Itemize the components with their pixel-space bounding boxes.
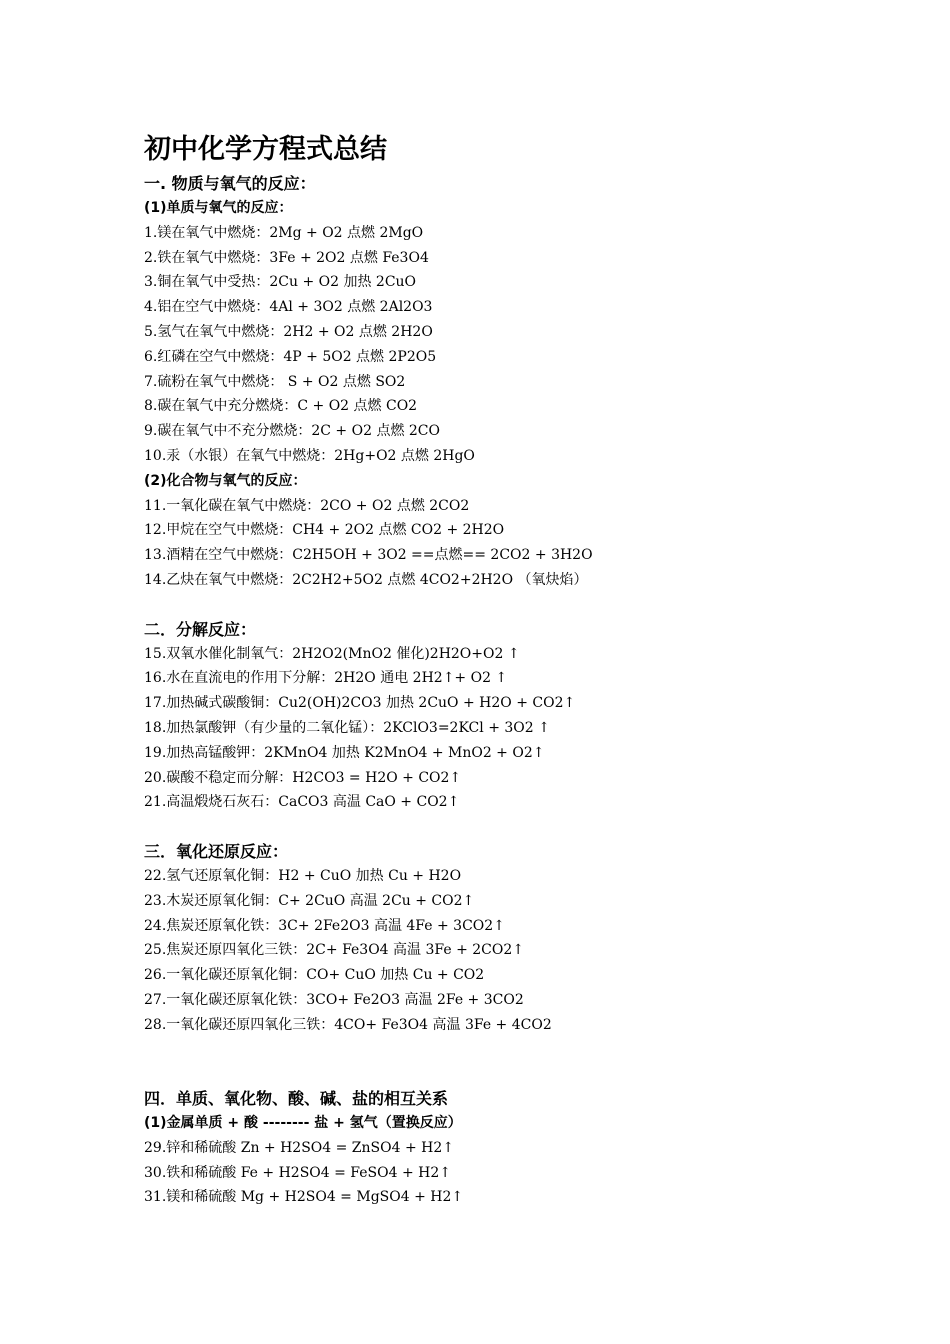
equation-line: 27.一氧化碳还原氧化铁：3CO+ Fe2O3 高温 2Fe + 3CO2 bbox=[144, 991, 524, 1008]
equation-line: 1.镁在氧气中燃烧：2Mg + O2 点燃 2MgO bbox=[144, 224, 424, 241]
spacer bbox=[144, 593, 904, 618]
equation-line: 31.镁和稀硫酸 Mg + H2SO4 = MgSO4 + H2↑ bbox=[144, 1189, 464, 1206]
equation-line: 17.加热碱式碳酸铜：Cu2(OH)2CO3 加热 2CuO + H2O + CO2↑ bbox=[144, 695, 576, 712]
equation-line: 10.汞（水银）在氧气中燃烧：2Hg+O2 点燃 2HgO bbox=[144, 447, 475, 464]
equation-line: 5.氢气在氧气中燃烧：2H2 + O2 点燃 2H2O bbox=[144, 323, 433, 340]
equation-line: 6.红磷在空气中燃烧：4P + 5O2 点燃 2P2O5 bbox=[144, 348, 437, 365]
equation-line: 29.锌和稀硫酸 Zn + H2SO4 = ZnSO4 + H2↑ bbox=[144, 1139, 455, 1156]
subsection-heading: (1)金属单质 + 酸 -------- 盐 + 氢气（置换反应） bbox=[144, 1115, 462, 1132]
equation-line: 9.碳在氧气中不充分燃烧：2C + O2 点燃 2CO bbox=[144, 423, 440, 440]
equation-line: 26.一氧化碳还原氧化铜：CO+ CuO 加热 Cu + CO2 bbox=[144, 967, 485, 984]
document-title: 初中化学方程式总结 bbox=[144, 134, 387, 165]
equation-line: 11.一氧化碳在氧气中燃烧：2CO + O2 点燃 2CO2 bbox=[144, 497, 470, 514]
equation-line: 22.氢气还原氧化铜：H2 + CuO 加热 Cu + H2O bbox=[144, 867, 462, 884]
equation-line: 2.铁在氧气中燃烧：3Fe + 2O2 点燃 Fe3O4 bbox=[144, 249, 429, 266]
equation-line: 8.碳在氧气中充分燃烧：C + O2 点燃 CO2 bbox=[144, 398, 418, 415]
equation-line: 16.水在直流电的作用下分解：2H2O 通电 2H2↑+ O2 ↑ bbox=[144, 670, 508, 687]
equation-line: 12.甲烷在空气中燃烧：CH4 + 2O2 点燃 CO2 + 2H2O bbox=[144, 522, 505, 539]
spacer bbox=[144, 815, 904, 840]
equation-line: 20.碳酸不稳定而分解：H2CO3 = H2O + CO2↑ bbox=[144, 769, 462, 786]
document-page bbox=[144, 132, 904, 1210]
section-heading: 二．分解反应： bbox=[144, 619, 257, 639]
section-heading: 三．氧化还原反应： bbox=[144, 841, 289, 861]
equation-line: 15.双氧水催化制氧气：2H2O2(MnO2 催化)2H2O+O2 ↑ bbox=[144, 645, 520, 662]
equation-line: 3.铜在氧气中受热：2Cu + O2 加热 2CuO bbox=[144, 274, 417, 291]
equation-line: 21.高温煅烧石灰石：CaCO3 高温 CaO + CO2↑ bbox=[144, 794, 460, 811]
equation-line: 4.铝在空气中燃烧：4Al + 3O2 点燃 2Al2O3 bbox=[144, 299, 433, 316]
section-heading: 一. 物质与氧气的反应： bbox=[144, 174, 316, 193]
equation-line: 14.乙炔在氧气中燃烧：2C2H2+5O2 点燃 4CO2+2H2O （氧炔焰） bbox=[144, 571, 588, 588]
equation-line: 19.加热高锰酸钾：2KMnO4 加热 K2MnO4 + MnO2 + O2↑ bbox=[144, 744, 545, 761]
equation-line: 24.焦炭还原氧化铁：3C+ 2Fe2O3 高温 4Fe + 3CO2↑ bbox=[144, 917, 505, 934]
subsection-heading: (2)化合物与氧气的反应： bbox=[144, 472, 307, 489]
equation-line: 18.加热氯酸钾（有少量的二氧化锰）：2KClO3=2KCl + 3O2 ↑ bbox=[144, 719, 550, 736]
subsection-heading: (1)单质与氧气的反应： bbox=[144, 200, 293, 216]
equation-line: 7.硫粉在氧气中燃烧： S + O2 点燃 SO2 bbox=[144, 373, 406, 390]
equation-line: 23.木炭还原氧化铜：C+ 2CuO 高温 2Cu + CO2↑ bbox=[144, 892, 475, 909]
equation-line: 13.酒精在空气中燃烧：C2H5OH + 3O2 ==点燃== 2CO2 + 3H2O bbox=[144, 547, 593, 564]
equation-line: 28.一氧化碳还原四氧化三铁：4CO+ Fe3O4 高温 3Fe + 4CO2 bbox=[144, 1016, 552, 1033]
spacer bbox=[144, 1038, 904, 1088]
section-heading: 四．单质、氧化物、酸、碱、盐的相互关系 bbox=[144, 1089, 449, 1109]
equation-line: 25.焦炭还原四氧化三铁：2C+ Fe3O4 高温 3Fe + 2CO2↑ bbox=[144, 942, 524, 959]
equation-line: 30.铁和稀硫酸 Fe + H2SO4 = FeSO4 + H2↑ bbox=[144, 1164, 451, 1181]
